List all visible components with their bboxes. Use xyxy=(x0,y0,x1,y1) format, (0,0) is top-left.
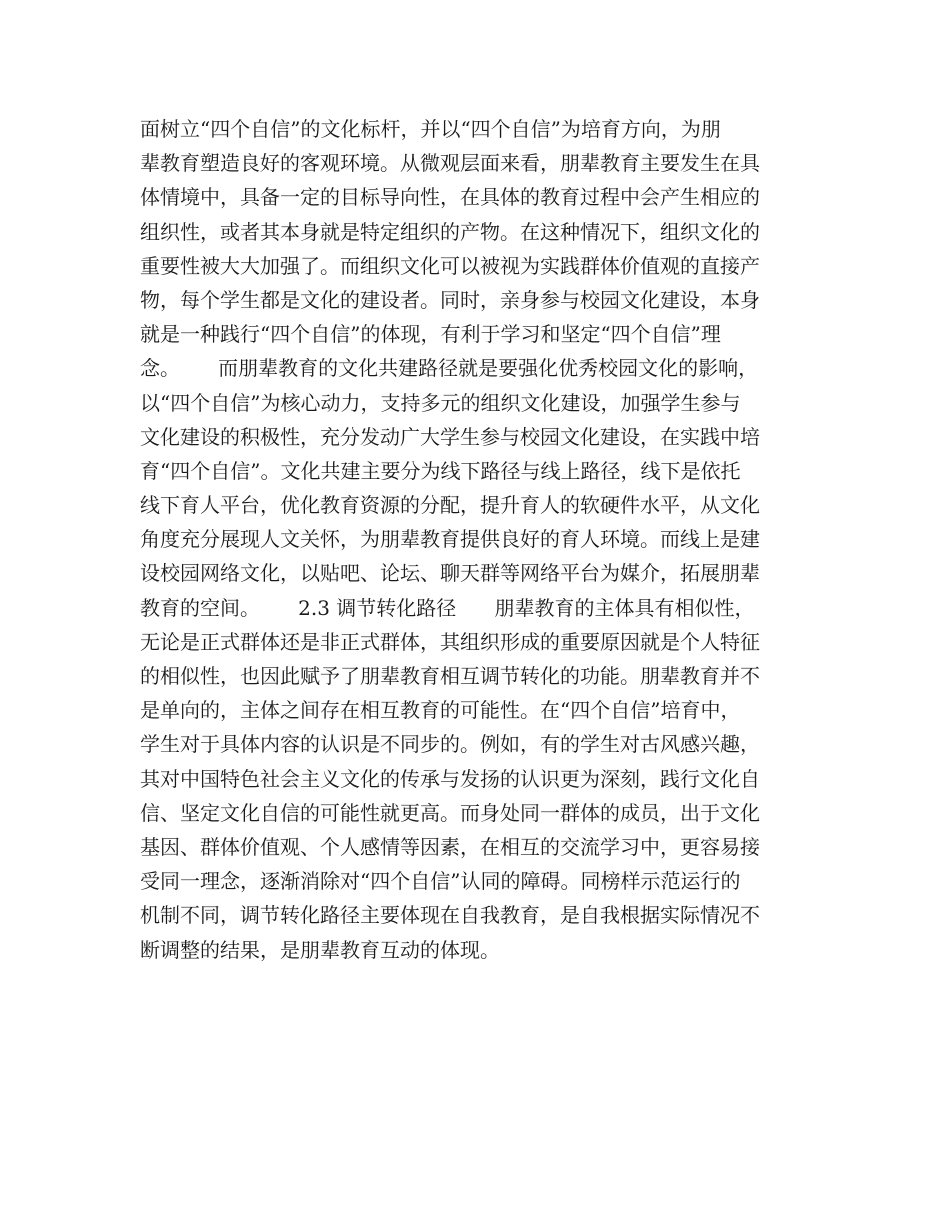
text-line: 就是一种践行“四个自信”的体现，有利于学习和坚定“四个自信”理 xyxy=(140,322,721,347)
text-line: 角度充分展现人文关怀，为朋辈教育提供良好的育人环境。而线上是建 xyxy=(140,527,760,552)
text-line: 线下育人平台，优化教育资源的分配，提升育人的软硬件水平，从文化 xyxy=(140,493,760,518)
text-line: 信、坚定文化自信的可能性就更高。而身处同一群体的成员，出于文化 xyxy=(140,800,760,825)
text-line: 其对中国特色社会主义文化的传承与发扬的认识更为深刻，践行文化自 xyxy=(140,766,760,791)
text-line: 念。 而朋辈教育的文化共建路径就是要强化优秀校园文化的影响， xyxy=(140,356,759,381)
text-line: 断调整的结果，是朋辈教育互动的体现。 xyxy=(140,937,500,962)
text-line: 教育的空间。 2.3 调节转化路径 朋辈教育的主体具有相似性， xyxy=(140,595,755,620)
text-line: 以“四个自信”为核心动力，支持多元的组织文化建设，加强学生参与 xyxy=(140,390,741,415)
text-line: 物，每个学生都是文化的建设者。同时，亲身参与校园文化建设，本身 xyxy=(140,287,760,312)
body-text xyxy=(140,112,820,967)
text-line: 无论是正式群体还是非正式群体，其组织形成的重要原因就是个人特征 xyxy=(140,629,760,654)
text-line: 设校园网络文化，以贴吧、论坛、聊天群等网络平台为媒介，拓展朋辈 xyxy=(140,561,760,586)
text-line: 学生对于具体内容的认识是不同步的。例如，有的学生对古风感兴趣， xyxy=(140,732,760,757)
text-line: 文化建设的积极性，充分发动广大学生参与校园文化建设，在实践中培 xyxy=(140,424,760,449)
text-line: 受同一理念，逐渐消除对“四个自信”认同的障碍。同榜样示范运行的 xyxy=(140,869,741,894)
text-line: 育“四个自信”。文化共建主要分为线下路径与线上路径，线下是依托 xyxy=(140,458,741,483)
text-line: 辈教育塑造良好的客观环境。从微观层面来看，朋辈教育主要发生在具 xyxy=(140,151,760,176)
text-line: 的相似性，也因此赋予了朋辈教育相互调节转化的功能。朋辈教育并不 xyxy=(140,664,760,688)
text-line: 是单向的，主体之间存在相互教育的可能性。在“四个自信”培育中， xyxy=(140,698,741,723)
text-line: 重要性被大大加强了。而组织文化可以被视为实践群体价值观的直接产 xyxy=(140,253,760,278)
text-line: 面树立“四个自信”的文化标杆，并以“四个自信”为培育方向，为朋 xyxy=(140,117,721,141)
text-line: 体情境中，具备一定的目标导向性，在具体的教育过程中会产生相应的 xyxy=(140,185,760,210)
text-line: 基因、群体价值观、个人感情等因素，在相互的交流学习中，更容易接 xyxy=(140,834,760,859)
text-line: 机制不同，调节转化路径主要体现在自我教育，是自我根据实际情况不 xyxy=(140,903,760,928)
text-line: 组织性，或者其本身就是特定组织的产物。在这种情况下，组织文化的 xyxy=(140,219,760,244)
